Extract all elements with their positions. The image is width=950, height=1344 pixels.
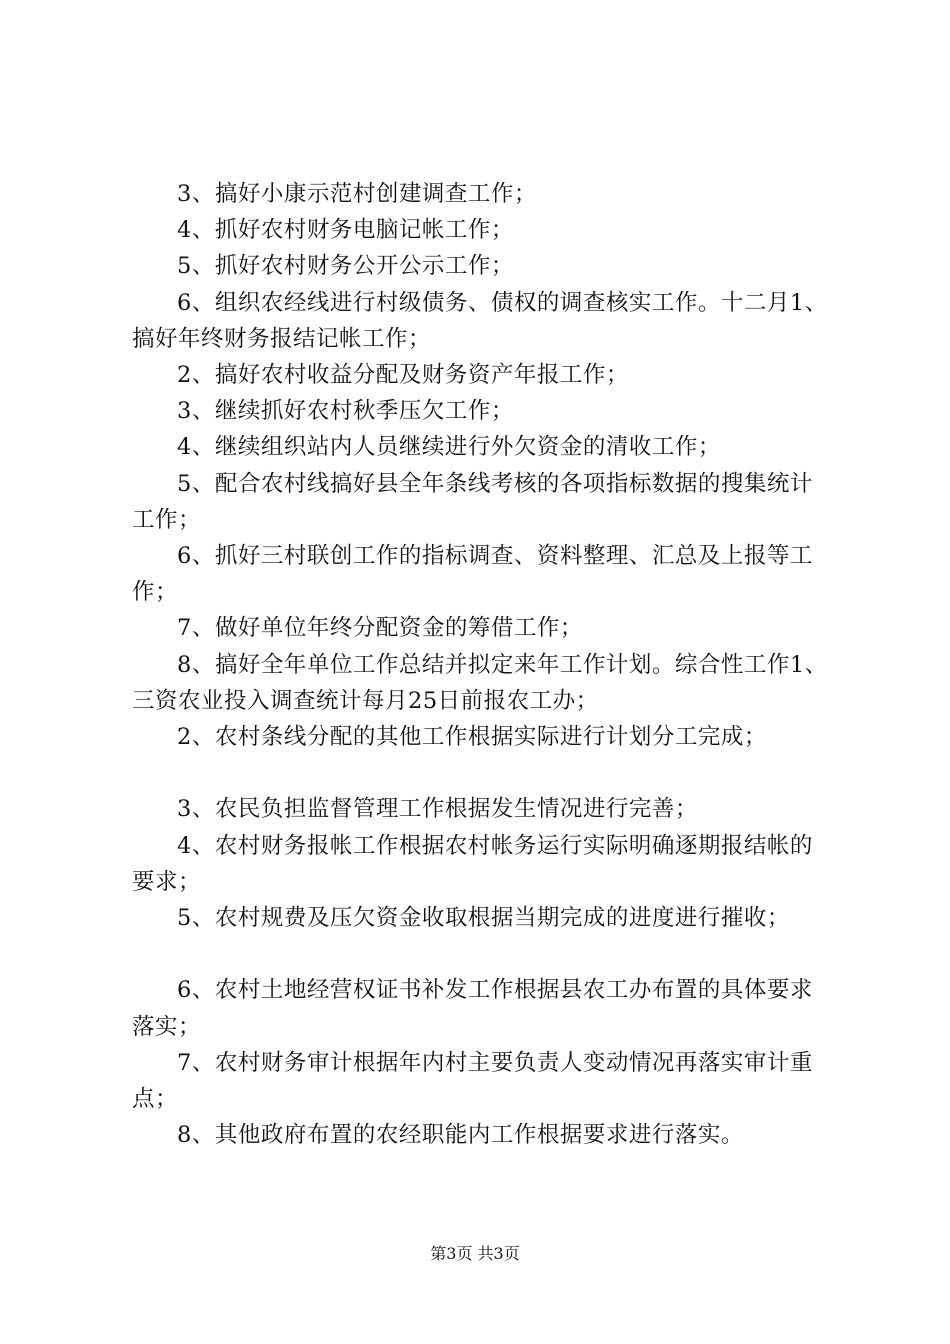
- paragraph-9: 6、抓好三村联创工作的指标调查、资料整理、汇总及上报等工作；: [132, 543, 813, 606]
- paragraph-8: 5、配合农村线搞好县全年条线考核的各项指标数据的搜集统计工作；: [132, 470, 813, 533]
- paragraph-13: 3、农民负担监督管理工作根据发生情况进行完善；: [177, 796, 698, 823]
- document-body: [132, 176, 832, 1153]
- paragraph-7: 4、继续组织站内人员继续进行外欠资金的清收工作；: [177, 434, 721, 461]
- paragraph-1: 3、搞好小康示范村创建调查工作；: [177, 181, 537, 207]
- paragraph-5: 2、搞好农村收益分配及财务资产年报工作；: [177, 362, 629, 389]
- blank-line: [132, 755, 832, 791]
- paragraph-17: 7、农村财务审计根据年内村主要负责人变动情况再落实审计重点；: [132, 1049, 813, 1113]
- blank-line: [132, 936, 832, 972]
- page-number-footer: 第3页 共3页: [430, 1244, 520, 1263]
- paragraph-14: 4、农村财务报帐工作根据农村帐务运行实际明确逐期报结帐的要求；: [132, 832, 813, 895]
- paragraph-3: 5、抓好农村财务公开公示工作；: [177, 253, 514, 280]
- paragraph-6: 3、继续抓好农村秋季压欠工作；: [177, 398, 514, 425]
- paragraph-12: 2、农村条线分配的其他工作根据实际进行计划分工完成；: [177, 724, 767, 751]
- paragraph-11: 8、搞好全年单位工作总结并拟定来年工作计划。综合性工作1、三资农业投入调查统计每月25日前报农工办；: [132, 651, 828, 714]
- paragraph-10: 7、做好单位年终分配资金的筹借工作；: [177, 615, 583, 642]
- paragraph-4: 6、组织农经线进行村级债务、债权的调查核实工作。十二月1、搞好年终财务报结记帐工作；: [132, 289, 828, 352]
- paragraph-16: 6、农村土地经营权证书补发工作根据县农工办布置的具体要求落实；: [132, 977, 813, 1040]
- paragraph-18: 8、其他政府布置的农经职能内工作根据要求进行落实。: [177, 1122, 744, 1149]
- paragraph-15: 5、农村规费及压欠资金收取根据当期完成的进度进行摧收；: [177, 905, 790, 932]
- paragraph-2: 4、抓好农村财务电脑记帐工作；: [177, 217, 514, 244]
